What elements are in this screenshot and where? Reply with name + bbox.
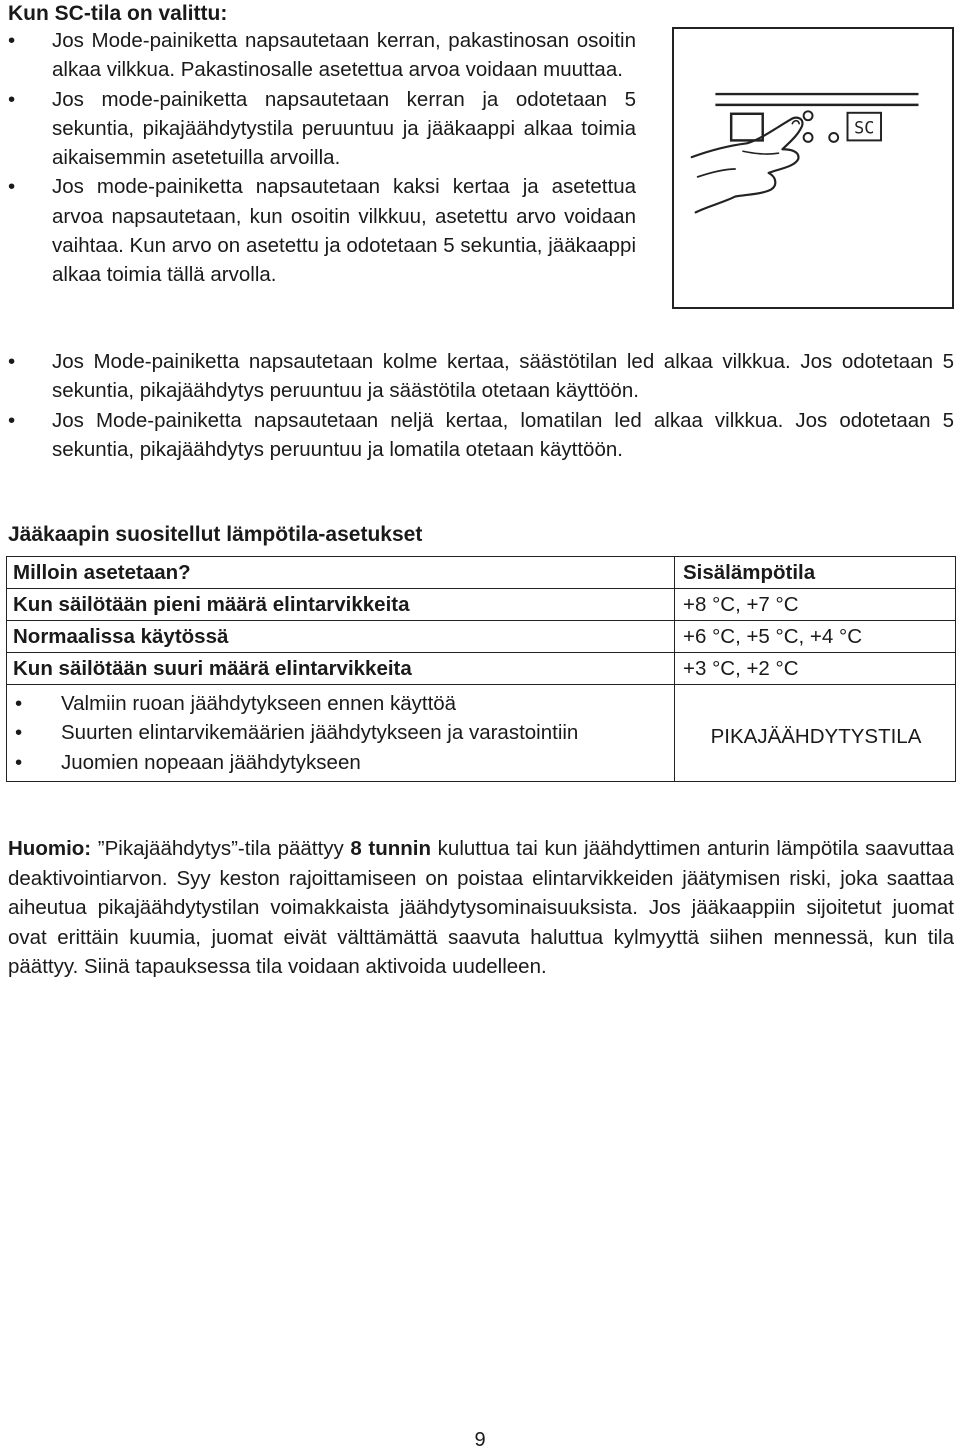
note-label: Huomio:: [8, 837, 92, 860]
mode-button-icon: [731, 114, 763, 141]
list-item: • Jos Mode-painiketta napsautetaan neljä kertaa, lomatilan led alkaa vilkkua. Jos odotetaan 5 sekuntia, pikajäähdytys peruuntuu ja lomatila otetaan käyttöön.: [8, 406, 954, 465]
row-when: Kun säilötään pieni määrä elintarvikkeita: [7, 589, 675, 621]
list-item: • Jos mode-painiketta napsautetaan kaksi kertaa ja asetettua arvoa napsautetaan, kun osoitin vilkkuu, asetettu arvo voidaan vaihtaa. Kun arvo on asetettu ja odotetaan 5 sekuntia, jääkaappi alkaa toimia tällä arvolla.: [8, 172, 636, 289]
note-duration: 8 tunnin: [350, 837, 432, 860]
header-when: Milloin asetetaan?: [7, 557, 675, 589]
quick-cool-uses-list: [13, 689, 668, 777]
list-item: • Suurten elintarvikemäärien jäähdytykseen ja varastointiin: [13, 718, 668, 747]
section-heading: Kun SC-tila on valittu:: [8, 2, 228, 25]
table-row: [7, 685, 956, 782]
hand-pressing-button-illustration: [674, 29, 952, 307]
row-temperature: +6 °C, +5 °C, +4 °C: [675, 621, 956, 653]
display-readout: SC: [854, 117, 875, 138]
control-panel-illustration: [672, 27, 954, 309]
sc-instructions-list: [8, 26, 636, 290]
row-when: Kun säilötään suuri määrä elintarvikkeita: [7, 653, 675, 685]
row-when: Normaalissa käytössä: [7, 621, 675, 653]
table-row: [7, 621, 956, 653]
list-item: • Valmiin ruoan jäähdytykseen ennen käyttöä: [13, 689, 668, 718]
list-item: • Jos Mode-painiketta napsautetaan kerran, pakastinosan osoitin alkaa vilkkua. Pakastinosalle asetettua arvoa voidaan muuttaa.: [8, 26, 636, 85]
table-header-row: [7, 557, 956, 589]
list-item: • Jos Mode-painiketta napsautetaan kolme kertaa, säästötilan led alkaa vilkkua. Jos odotetaan 5 sekuntia, pikajäähdytys peruuntuu ja säästötila otetaan käyttöön.: [8, 347, 954, 406]
table-row: [7, 589, 956, 621]
row-mode: PIKAJÄÄHDYTYSTILA: [675, 685, 956, 782]
header-temperature: Sisälämpötila: [675, 557, 956, 589]
mode-press-list: [8, 347, 954, 464]
row-when-list: [7, 685, 675, 782]
page-number: 9: [474, 1429, 486, 1451]
note-text-part1: ”Pikajäähdytys”-tila päättyy: [91, 837, 351, 860]
note-paragraph: [8, 834, 954, 982]
list-item: • Jos mode-painiketta napsautetaan kerran ja odotetaan 5 sekuntia, pikajäähdytystila peruuntuu ja jääkaappi alkaa toimia aikaisemmin asetetuilla arvoilla.: [8, 85, 636, 173]
row-temperature: +3 °C, +2 °C: [675, 653, 956, 685]
list-item: • Juomien nopeaan jäähdytykseen: [13, 748, 668, 777]
temperature-settings-table: [6, 556, 956, 782]
table-row: [7, 653, 956, 685]
note-text-part2: kuluttua tai kun jäähdyttimen anturin lämpötila saavuttaa deaktivointiarvon. Syy keston rajoittamiseen on poistaa elintarvikkeiden jäätymisen riski, joka saattaa aiheutua pikajäähdytystilan voimakkaista jäähdytysominaisuuksista. Jos jääkaappiin sijoitetut juomat ovat erittäin kuumia, juomat eivät välttämättä saavuta haluttua kylmyyttä siihen mennessä, kun tila päättyy. Siinä tapauksessa tila voidaan aktivoida uudelleen.: [8, 837, 954, 979]
temperature-section-title: Jääkaapin suositellut lämpötila-asetukset: [8, 523, 423, 546]
row-temperature: +8 °C, +7 °C: [675, 589, 956, 621]
